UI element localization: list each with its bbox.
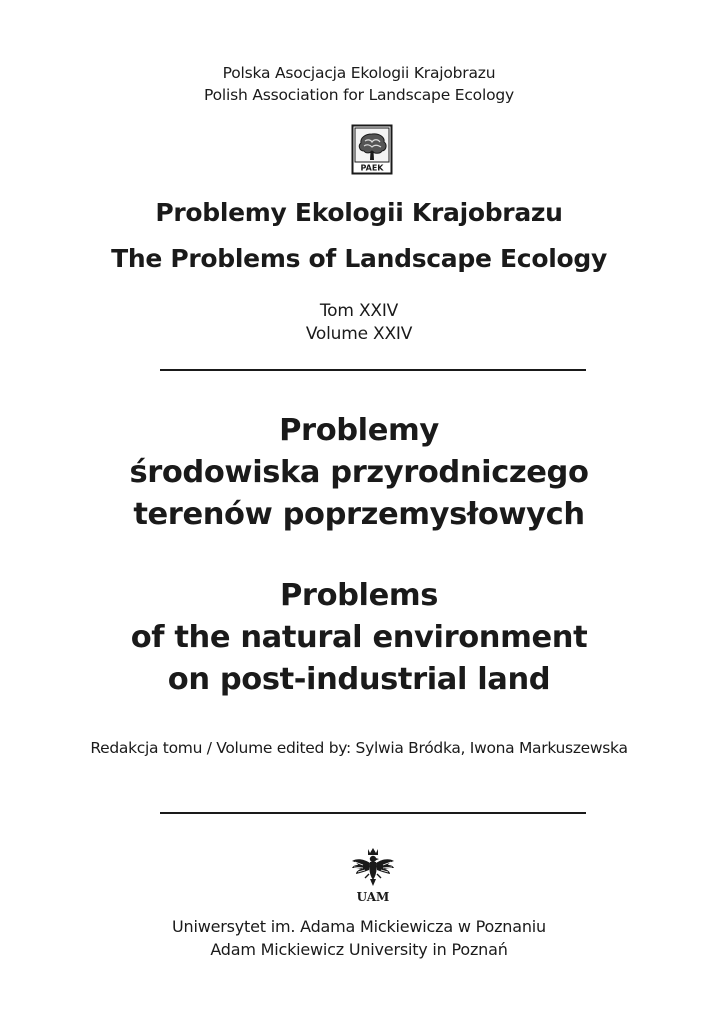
university-name-pl: Uniwersytet im. Adama Mickiewicza w Poznaniu <box>172 917 546 936</box>
association-name-pl: Polska Asocjacja Ekologii Krajobrazu <box>222 64 496 82</box>
series-title-pl: Problemy Ekologii Krajobrazu <box>155 198 563 227</box>
tree-logo-icon <box>351 124 395 176</box>
volume-title-pl <box>0 410 718 536</box>
volume-title-pl-line3: terenów poprzemysłowych <box>133 497 585 532</box>
divider-top <box>160 369 586 371</box>
volume-title-pl-line2: środowiska przyrodniczego <box>129 455 589 490</box>
university-names <box>0 915 718 961</box>
series-title-en: The Problems of Landscape Ecology <box>111 244 607 273</box>
volume-title-en-line2: of the natural environment <box>130 620 588 655</box>
volume-title-en <box>0 575 718 701</box>
volume-label-en: Volume XXIV <box>305 324 413 344</box>
series-titles <box>0 193 718 279</box>
volume-title-en-line3: on post-industrial land <box>167 662 551 697</box>
eagle-emblem-icon <box>348 846 398 904</box>
uam-logo-text: UAM <box>356 890 390 904</box>
divider-bottom <box>160 812 586 814</box>
volume-title-en-line1: Problems <box>279 578 439 613</box>
association-name-en: Polish Association for Landscape Ecology <box>204 86 514 104</box>
university-name-en: Adam Mickiewicz University in Poznań <box>210 940 508 959</box>
paek-logo-text: PAEK <box>360 163 384 173</box>
association-names <box>0 62 718 106</box>
volume-label-pl: Tom XXIV <box>319 301 399 321</box>
editors-line: Redakcja tomu / Volume edited by: Sylwia Bródka, Iwona Markuszewska <box>90 739 628 757</box>
volume-labels <box>0 300 718 346</box>
volume-title-pl-line1: Problemy <box>279 413 439 448</box>
